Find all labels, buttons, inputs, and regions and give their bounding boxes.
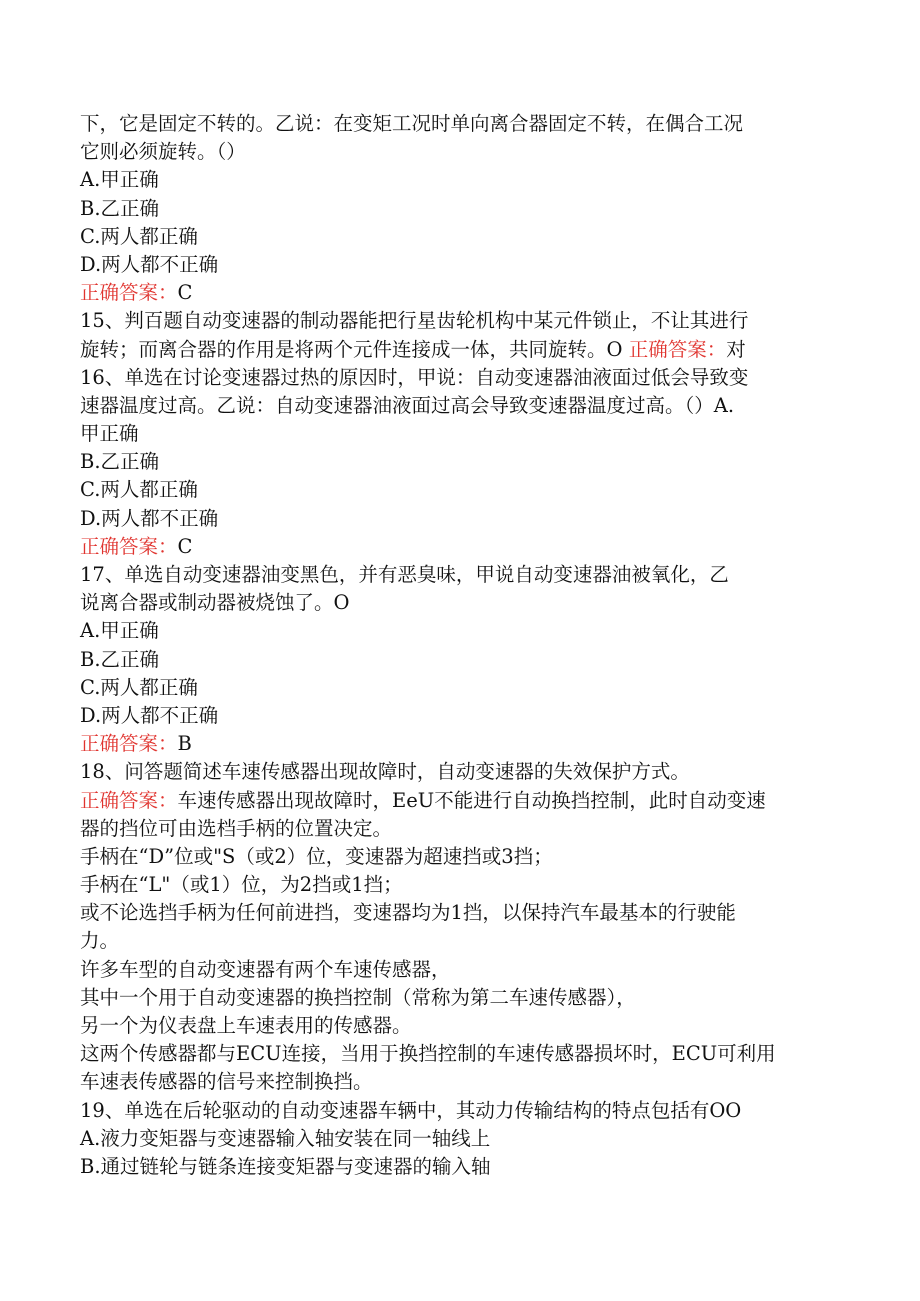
text-segment: 速器温度过高。乙说：自动变速器油液面过高会导致变速器温度过高。（）A.: [80, 393, 735, 417]
text-line: [80, 1153, 840, 1181]
text-line: [80, 984, 840, 1012]
text-line: [80, 166, 840, 194]
text-segment: 19、单选在后轮驱动的自动变速器车辆中，其动力传输结构的特点包括有OO: [80, 1098, 742, 1122]
text-segment: B.乙正确: [80, 450, 160, 474]
text-segment: C.两人都正确: [80, 478, 198, 502]
text-segment: 下，它是固定不转的。乙说：在变矩工况时单向离合器固定不转，在偶合工况: [80, 112, 744, 135]
text-line: [80, 617, 840, 645]
text-line: [80, 505, 840, 533]
text-segment: D.两人都不正确: [80, 252, 219, 276]
text-segment: 这两个传感器都与ECU连接，当用于换挡控制的车速传感器损坏时，ECU可利用: [80, 1042, 776, 1066]
text-line: [80, 1097, 840, 1125]
text-line: [80, 138, 840, 166]
text-line: [80, 702, 840, 730]
text-segment: B.通过链轮与链条连接变矩器与变速器的输入轴: [80, 1154, 491, 1178]
answer-label: 正确答案：: [80, 788, 178, 812]
text-line: [80, 927, 840, 955]
text-segment: B: [177, 732, 192, 756]
text-line: [80, 1012, 840, 1040]
text-segment: 器的挡位可由选档手柄的位置决定。: [80, 816, 393, 840]
text-line: [80, 448, 840, 476]
answer-label: 正确答案：: [80, 732, 178, 756]
text-segment: 18、问答题简述车速传感器出现故障时，自动变速器的失效保护方式。: [80, 760, 690, 784]
answer-label: 正确答案：: [80, 281, 178, 305]
text-line: [80, 646, 840, 674]
text-line: [80, 279, 840, 307]
text-segment: 15、判百题自动变速器的制动器能把行星齿轮机构中某元件锁止，不让其进行: [80, 309, 749, 333]
text-segment: 车速表传感器的信号来控制换挡。: [80, 1070, 373, 1094]
text-segment: 或不论选挡手柄为任何前进挡，变速器均为1挡，以保持汽车最基本的行驶能: [80, 901, 736, 925]
text-segment: C.两人都正确: [80, 224, 198, 248]
text-segment: D.两人都不正确: [80, 506, 219, 530]
text-line: [80, 730, 840, 758]
text-line: [80, 843, 840, 871]
text-segment: A.液力变矩器与变速器输入轴安装在同一轴线上: [80, 1126, 491, 1150]
text-segment: 手柄在“L"（或1）位，为2挡或1挡；: [80, 873, 403, 897]
text-line: [80, 420, 840, 448]
text-line: [80, 336, 840, 364]
text-segment: B.乙正确: [80, 196, 160, 220]
text-segment: 它则必须旋转。（）: [80, 140, 246, 164]
text-segment: 另一个为仪表盘上车速表用的传感器。: [80, 1014, 412, 1037]
text-segment: 16、单选在讨论变速器过热的原因时，甲说：自动变速器油液面过低会导致变: [80, 365, 749, 389]
text-line: [80, 307, 840, 335]
text-line: [80, 1040, 840, 1068]
text-line: [80, 871, 840, 899]
text-segment: C.两人都正确: [80, 675, 198, 699]
text-line: [80, 589, 840, 617]
answer-label: 正确答案：: [628, 337, 727, 361]
text-segment: 甲正确: [80, 422, 139, 446]
text-line: [80, 674, 840, 702]
text-line: [80, 392, 840, 420]
text-line: [80, 899, 840, 927]
text-line: [80, 1125, 840, 1153]
text-segment: 力。: [80, 929, 120, 953]
text-line: [80, 787, 840, 815]
text-segment: C: [177, 534, 193, 558]
document-page: [80, 110, 840, 1181]
text-segment: 说离合器或制动器被烧蚀了。O: [80, 591, 350, 615]
text-line: [80, 251, 840, 279]
text-segment: 手柄在“D”位或"S（或2）位，变速器为超速挡或3挡；: [80, 844, 553, 868]
text-line: [80, 758, 840, 786]
text-segment: 许多车型的自动变速器有两个车速传感器，: [80, 957, 451, 981]
text-line: [80, 476, 840, 504]
text-segment: 其中一个用于自动变速器的换挡控制（常称为第二车速传感器），: [80, 985, 636, 1009]
text-segment: D.两人都不正确: [80, 703, 219, 727]
text-line: [80, 195, 840, 223]
text-line: [80, 561, 840, 589]
text-line: [80, 364, 840, 392]
text-line: [80, 1068, 840, 1096]
text-segment: B.乙正确: [80, 647, 160, 671]
answer-label: 正确答案：: [80, 534, 178, 558]
text-segment: C: [177, 281, 193, 305]
text-line: [80, 533, 840, 561]
text-line: [80, 223, 840, 251]
text-segment: A.甲正确: [80, 168, 159, 192]
text-segment: A.甲正确: [80, 619, 159, 643]
text-segment: 17、单选自动变速器油变黑色，并有恶臭味，甲说自动变速器油被氧化，乙: [80, 563, 729, 586]
text-segment: 车速传感器出现故障时，EeU不能进行自动换挡控制，此时自动变速: [177, 788, 766, 812]
text-line: [80, 815, 840, 843]
text-segment: 对: [726, 337, 746, 361]
text-line: [80, 110, 840, 138]
text-line: [80, 956, 840, 984]
text-segment: 旋转；而离合器的作用是将两个元件连接成一体，共同旋转。O: [80, 337, 629, 361]
